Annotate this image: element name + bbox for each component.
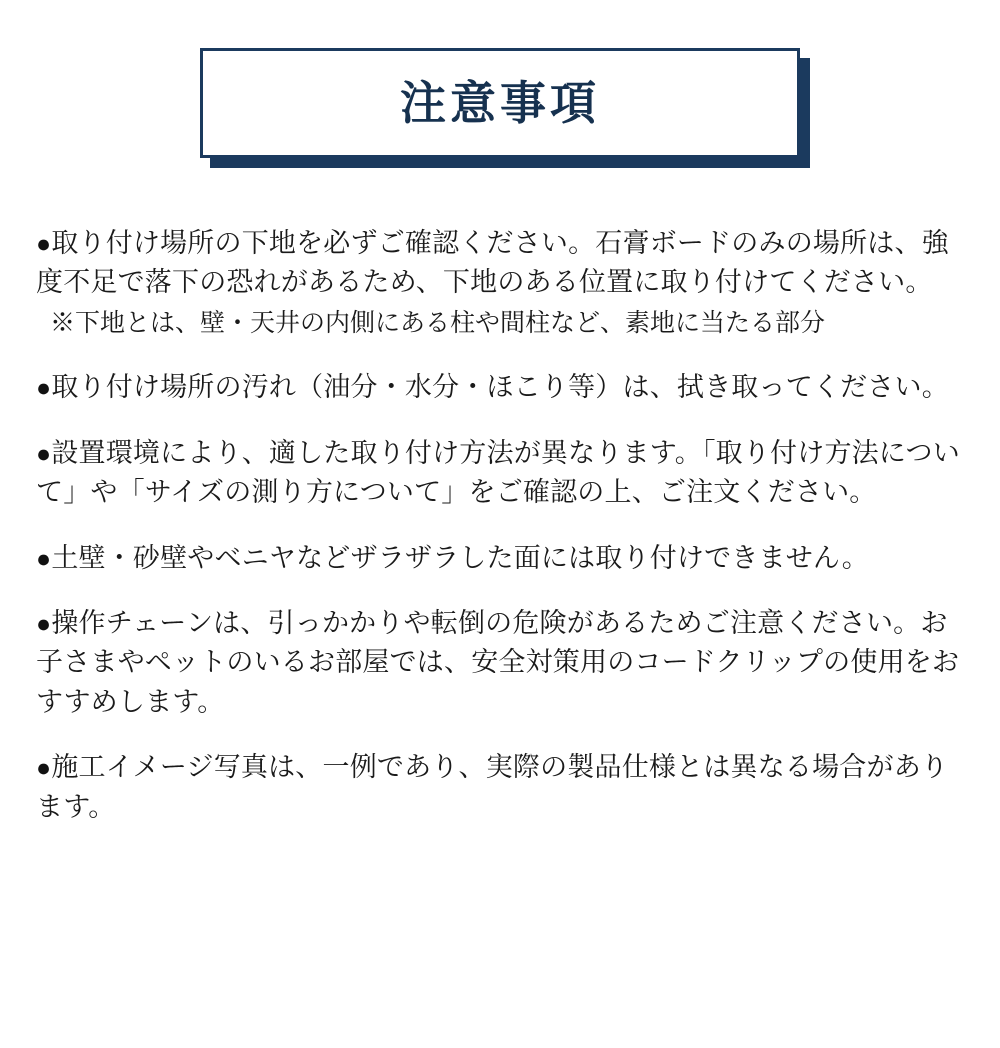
bullet-icon: ● — [36, 439, 52, 468]
notes-list — [36, 224, 964, 827]
note-content: 取り付け場所の下地を必ずご確認ください。石膏ボードのみの場所は、強度不足で落下の恐れがあるため、下地のある位置に取り付けてください。 — [36, 228, 949, 298]
bullet-icon: ● — [36, 544, 52, 573]
note-content: 操作チェーンは、引っかかりや転倒の危険があるためご注意ください。お子さまやペットのいるお部屋では、安全対策用のコードクリップの使用をおすすめします。 — [36, 607, 960, 717]
list-item — [36, 368, 964, 407]
bullet-icon: ● — [36, 609, 52, 638]
note-content: 設置環境により、適した取り付け方法が異なります。「取り付け方法について」や「サイズの測り方について」をご確認の上、ご注文ください。 — [36, 437, 960, 508]
note-content: 取り付け場所の汚れ（油分・水分・ほこり等）は、拭き取ってください。 — [51, 372, 949, 403]
note-text — [36, 539, 964, 578]
list-item — [36, 604, 964, 722]
note-text — [36, 224, 964, 303]
list-item — [36, 224, 964, 342]
bullet-icon: ● — [36, 230, 52, 258]
list-item — [36, 748, 964, 827]
page-title-block — [200, 48, 800, 166]
note-content: 土壁・砂壁やベニヤなどザラザラした面には取り付けできません。 — [51, 542, 869, 573]
bullet-icon: ● — [36, 754, 52, 783]
title-box — [200, 48, 800, 158]
note-text — [36, 748, 964, 827]
bullet-icon: ● — [36, 374, 52, 403]
note-text — [36, 368, 964, 407]
list-item — [36, 539, 964, 578]
note-subtext: ※下地とは、壁・天井の内側にある柱や間柱など、素地に当たる部分 — [50, 308, 826, 337]
list-item — [36, 434, 964, 513]
note-text — [36, 434, 964, 513]
note-content: 施工イメージ写真は、一例であり、実際の製品仕様とは異なる場合があります。 — [36, 752, 949, 822]
page-title: 注意事項 — [400, 77, 600, 129]
note-text — [36, 604, 964, 722]
notes-page — [0, 48, 1000, 1048]
